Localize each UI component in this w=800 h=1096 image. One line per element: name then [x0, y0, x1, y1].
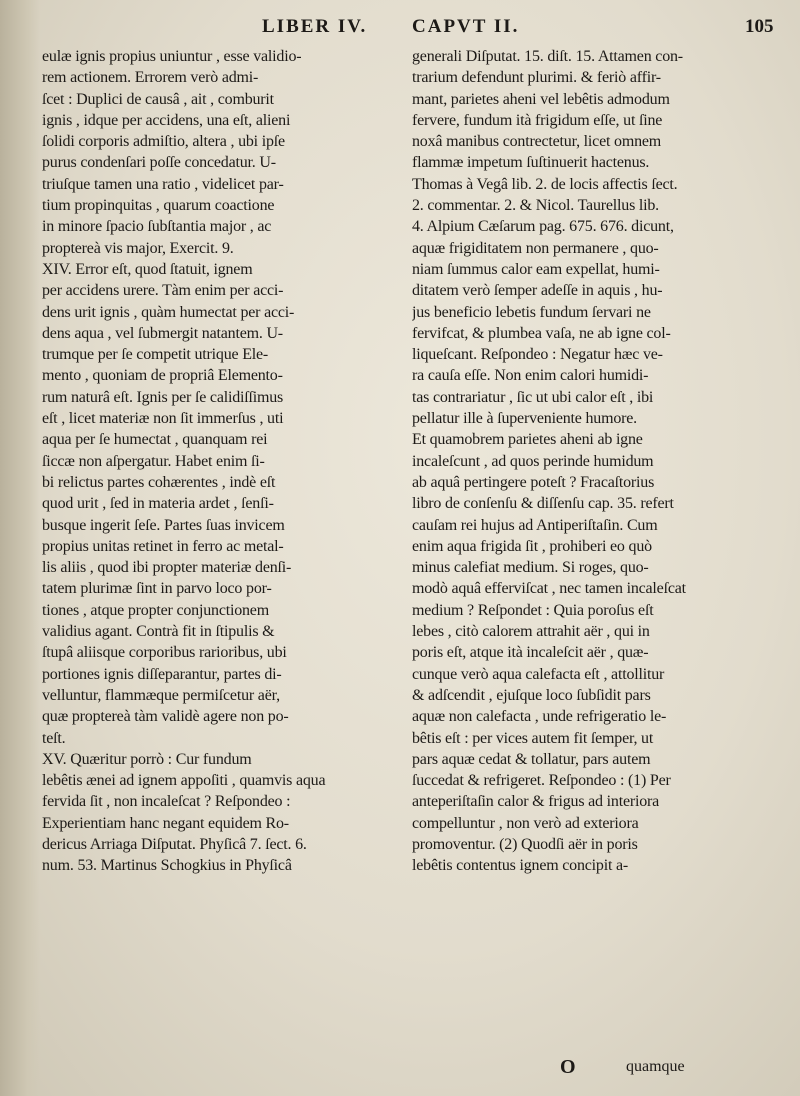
text-line: lis aliis , quod ibi propter materiæ denſi- — [42, 559, 292, 577]
text-line: cauſam rei hujus ad Antiperiſtaſin. Cum — [412, 516, 658, 534]
text-line: propius unitas retinet in ferro ac metal- — [42, 537, 284, 555]
text-line: enim aqua frigida ſit , prohiberi eo quò — [412, 537, 652, 555]
text-line: fervifcat, & plumbea vaſa, ne ab igne col- — [412, 324, 671, 342]
text-line: ſcet : Duplici de causâ , ait , comburit — [42, 90, 274, 108]
text-line: rem actionem. Errorem verò admi- — [42, 69, 259, 87]
text-line: ditatem verò ſemper adeſſe in aquis , hu- — [412, 282, 663, 300]
text-line: XV. Quæritur porrò : Cur fundum — [42, 750, 252, 768]
text-line: eſt , licet materiæ non ſit immerſus , uti — [42, 410, 284, 428]
text-line: teſt. — [42, 729, 66, 747]
text-line: dens urit ignis , quàm humectat per acci- — [42, 303, 295, 321]
text-line: ſolidi corporis admiſtio, altera , ubi ipſe — [42, 133, 285, 151]
text-line: tium propinquitas , quarum coactione — [42, 197, 275, 215]
text-line: triuſque tamen una ratio , videlicet par- — [42, 175, 284, 193]
text-line: aquæ frigiditatem non permanere , quo- — [412, 239, 659, 257]
text-line: 4. Alpium Cæſarum pag. 675. 676. dicunt, — [412, 218, 674, 236]
text-line: ignis , idque per accidens, una eſt, alieni — [42, 111, 291, 129]
text-line: quod urit , ſed in materia ardet , ſenſi- — [42, 495, 274, 513]
text-line: lebes , citò calorem attrahit aër , qui in — [412, 623, 650, 641]
text-line: incaleſcunt , ad quos perinde humidum — [412, 452, 654, 470]
text-line: compelluntur , non verò ad exteriora — [412, 814, 639, 832]
text-line: pars aquæ cedat & tollatur, pars autem — [412, 750, 651, 768]
text-line: portiones ignis diſſeparantur, partes di- — [42, 665, 282, 683]
signature-mark: O — [560, 1056, 576, 1078]
text-line: ſiccæ non aſpergatur. Habet enim ſi- — [42, 452, 265, 470]
text-line: poris eſt, atque ità incaleſcit aër , quæ- — [412, 644, 649, 662]
text-line: ſtupâ aliisque corporibus rarioribus, ubi — [42, 644, 287, 662]
text-line: num. 53. Martinus Schogkius in Phyſicâ — [42, 857, 292, 875]
page-gutter-shadow — [0, 0, 40, 1096]
right-text-column — [412, 46, 796, 1056]
text-line: velluntur, flammæque permiſcetur aër, — [42, 686, 280, 704]
text-line: noxâ manibus contrectetur, licet omnem — [412, 133, 662, 151]
text-line: quæ proptereà tàm validè agere non po- — [42, 708, 289, 726]
text-line: in minore ſpacio ſubſtantia major , ac — [42, 218, 272, 236]
text-line: modò aquâ efferviſcat , nec tamen incaleſcat — [412, 580, 686, 598]
text-line: lebêtis ænei ad ignem appoſiti , quamvis aqua — [42, 772, 326, 790]
text-line: trarium defendunt plurimi. & feriò affir- — [412, 69, 661, 87]
text-line: tatem plurimæ ſint in parvo loco por- — [42, 580, 272, 598]
text-line: tas contrariatur , ſic ut ubi calor eſt , ibi — [412, 388, 654, 406]
text-line: XIV. Error eſt, quod ſtatuit, ignem — [42, 260, 253, 278]
text-line: jus beneficio lebetis fundum ſervari ne — [412, 303, 651, 321]
text-line: aquæ non calefacta , unde refrigeratio le- — [412, 708, 667, 726]
text-line: bi relictus partes cohærentes , indè eſt — [42, 473, 276, 491]
catchword: quamque — [626, 1058, 685, 1075]
text-line: purus condenſari poſſe concedatur. U- — [42, 154, 276, 172]
text-line: fervere, fundum ità frigidum eſſe, ut ſine — [412, 111, 663, 129]
text-line: tiones , atque propter conjunctionem — [42, 601, 269, 619]
text-line: mant, parietes aheni vel lebêtis admodum — [412, 90, 670, 108]
text-line: dericus Arriaga Diſputat. Phyſicâ 7. ſect. 6. — [42, 835, 307, 853]
text-line: libro de conſenſu & diſſenſu cap. 35. refert — [412, 495, 674, 513]
header-chapter-label: CAPVT II. — [412, 16, 520, 37]
text-line: & adſcendit , ejuſque loco ſubſidit pars — [412, 686, 651, 704]
text-line: cunque verò aqua calefacta eſt , attollitur — [412, 665, 665, 683]
text-line: fervida ſit , non incaleſcat ? Reſpondeo : — [42, 793, 291, 811]
text-line: medium ? Reſpondet : Quia poroſus eſt — [412, 601, 654, 619]
text-line: per accidens urere. Tàm enim per acci- — [42, 282, 284, 300]
text-line: rum naturâ eſt. Ignis per ſe calidiſſimus — [42, 388, 284, 406]
text-line: bêtis eſt : per vices autem fit ſemper, ut — [412, 729, 654, 747]
text-line: validius agant. Contrà fit in ſtipulis & — [42, 623, 275, 641]
text-line: Et quamobrem parietes aheni ab igne — [412, 431, 643, 449]
text-line: dens aqua , vel ſubmergit natantem. U- — [42, 324, 283, 342]
text-line: mento , quoniam de propriâ Elemento- — [42, 367, 283, 385]
running-header — [0, 14, 800, 44]
text-line: aqua per ſe humectat , quanquam rei — [42, 431, 268, 449]
left-text-column — [42, 46, 410, 1056]
header-book-label: LIBER IV. — [262, 16, 368, 37]
text-line: proptereà vis major, Exercit. 9. — [42, 239, 234, 257]
text-line: ſuccedat & refrigeret. Reſpondeo : (1) Per — [412, 772, 671, 790]
text-line: busque ingerit ſeſe. Partes ſuas invicem — [42, 516, 285, 534]
page-number: 105 — [745, 16, 774, 37]
text-line: promoventur. (2) Quodſi aër in poris — [412, 835, 638, 853]
text-line: eulæ ignis propius uniuntur , esse validio- — [42, 48, 302, 65]
text-line: 2. commentar. 2. & Nicol. Taurellus lib. — [412, 197, 659, 215]
text-line: trumque per ſe competit utrique Ele- — [42, 346, 269, 364]
text-line: Experientiam hanc negant equidem Ro- — [42, 814, 289, 832]
text-line: Thomas à Vegâ lib. 2. de locis affectis ſect. — [412, 175, 678, 193]
text-line: pellatur ille à ſuperveniente humore. — [412, 410, 637, 428]
text-line: anteperiſtaſin calor & frigus ad interiora — [412, 793, 660, 811]
text-line: lebêtis contentus ignem concipit a- — [412, 857, 629, 875]
text-line: generali Diſputat. 15. diſt. 15. Attamen con- — [412, 48, 683, 65]
text-line: flammæ impetum ſuſtinuerit hactenus. — [412, 154, 650, 172]
text-line: ra cauſa eſſe. Non enim calori humidi- — [412, 367, 649, 385]
text-line: ab aquâ pertingere poteſt ? Fracaſtorius — [412, 473, 655, 491]
text-line: minus calefiat medium. Si roges, quo- — [412, 559, 649, 577]
text-line: liqueſcant. Reſpondeo : Negatur hæc ve- — [412, 346, 663, 364]
text-line: niam ſummus calor eam expellat, humi- — [412, 260, 660, 278]
